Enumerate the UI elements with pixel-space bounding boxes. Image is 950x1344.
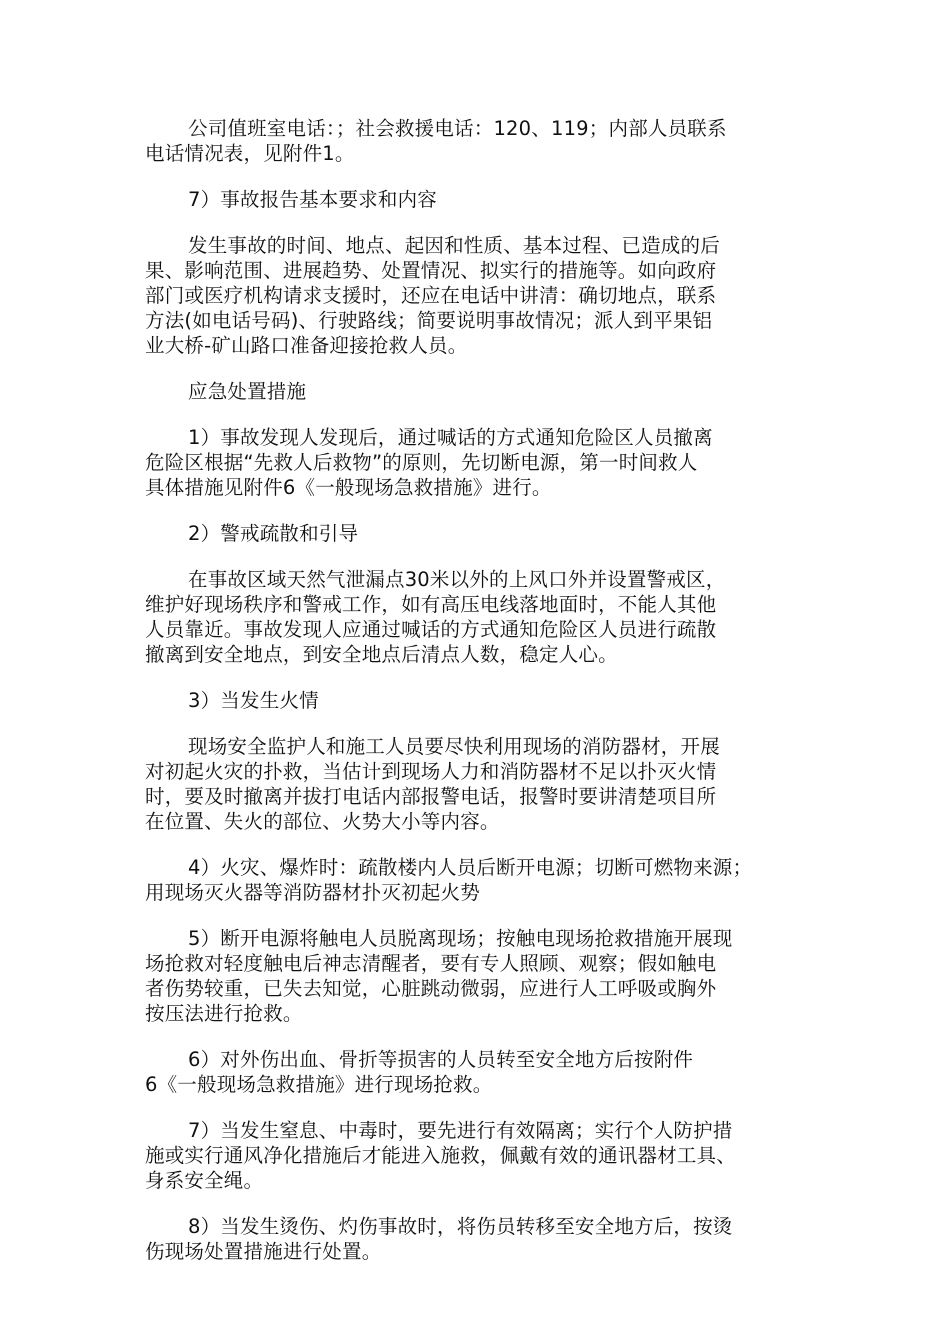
report-requirements-heading: [145, 187, 810, 212]
report-content-paragraph: [145, 233, 810, 358]
text-line: 7）事故报告基本要求和内容: [188, 188, 438, 211]
text-line: 部门或医疗机构请求支援时，还应在电话中讲清：确切地点，联系: [145, 284, 717, 307]
text-line: 危险区根据“先救人后救物”的原则，先切断电源，第一时间救人: [145, 451, 698, 474]
text-line: 具体措施见附件6《一般现场急救措施》进行。: [145, 476, 552, 499]
text-line: 者伤势较重，已失去知觉，心脏跳动微弱，应进行人工呼吸或胸外: [145, 977, 717, 1000]
measure-4-paragraph: [145, 855, 810, 905]
text-line: 1）事故发现人发现后，通过喊话的方式通知危险区人员撤离: [188, 426, 713, 449]
text-line: 应急处置措施: [188, 380, 307, 403]
measure-3-heading: [145, 688, 810, 713]
measure-3-paragraph: [145, 734, 810, 834]
text-line: 身系安全绳。: [145, 1169, 264, 1192]
text-line: 5）断开电源将触电人员脱离现场；按触电现场抢救措施开展现: [188, 927, 733, 950]
text-line: 伤现场处置措施进行处置。: [145, 1240, 382, 1263]
text-line: 撤离到安全地点，到安全地点后清点人数，稳定人心。: [145, 643, 618, 666]
text-line: 施或实行通风净化措施后才能进入施救，佩戴有效的通讯器材工具、: [145, 1144, 737, 1167]
emergency-measures-heading: [145, 379, 810, 404]
text-line: 现场安全监护人和施工人员要尽快利用现场的消防器材，开展: [188, 735, 720, 758]
text-line: 发生事故的时间、地点、起因和性质、基本过程、已造成的后: [188, 234, 720, 257]
text-line: 果、影响范围、进展趋势、处置情况、拟实行的措施等。如向政府: [145, 259, 717, 282]
text-line: 6《一般现场急救措施》进行现场抢救。: [145, 1073, 493, 1096]
measure-7-paragraph: [145, 1118, 810, 1193]
text-line: 用现场灭火器等消防器材扑灭初起火势: [145, 881, 480, 904]
text-line: 在事故区域天然气泄漏点30米以外的上风口外并设置警戒区，: [188, 568, 726, 591]
text-line: 对初起火灾的扑救，当估计到现场人力和消防器材不足以扑灭火情: [145, 760, 717, 783]
text-line: 公司值班室电话：；社会救援电话：120、119；内部人员联系: [188, 117, 727, 140]
text-line: 场抢救对轻度触电后神志清醒者，要有专人照顾、观察；假如触电: [145, 952, 717, 975]
measure-1-paragraph: [145, 425, 810, 500]
text-line: 人员靠近。事故发现人应通过喊话的方式通知危险区人员进行疏散: [145, 618, 717, 641]
measure-2-heading: [145, 521, 810, 546]
text-line: 2）警戒疏散和引导: [188, 522, 359, 545]
measure-6-paragraph: [145, 1047, 810, 1097]
text-line: 业大桥-矿山路口准备迎接抢救人员。: [145, 334, 468, 357]
measure-5-paragraph: [145, 926, 810, 1026]
text-line: 8）当发生烫伤、灼伤事故时，将伤员转移至安全地方后，按烫: [188, 1215, 733, 1238]
text-line: 7）当发生窒息、中毒时，要先进行有效隔离；实行个人防护措: [188, 1119, 733, 1142]
text-line: 电话情况表，见附件1。: [145, 142, 355, 165]
document-page: [145, 116, 810, 1285]
text-line: 按压法进行抢救。: [145, 1002, 303, 1025]
contact-paragraph: [145, 116, 810, 166]
text-line: 时，要及时撤离并拔打电话内部报警电话，报警时要讲清楚项目所: [145, 785, 717, 808]
text-line: 方法(如电话号码)、行驶路线；简要说明事故情况；派人到平果铝: [145, 309, 713, 332]
measure-2-paragraph: [145, 567, 810, 667]
measure-8-paragraph: [145, 1214, 810, 1264]
text-line: 在位置、失火的部位、火势大小等内容。: [145, 810, 500, 833]
text-line: 4）火灾、爆炸时：疏散楼内人员后断开电源；切断可燃物来源；: [188, 856, 753, 879]
text-line: 维护好现场秩序和警戒工作，如有高压电线落地面时，不能人其他: [145, 593, 717, 616]
text-line: 3）当发生火情: [188, 689, 319, 712]
text-line: 6）对外伤出血、骨折等损害的人员转至安全地方后按附件: [188, 1048, 694, 1071]
